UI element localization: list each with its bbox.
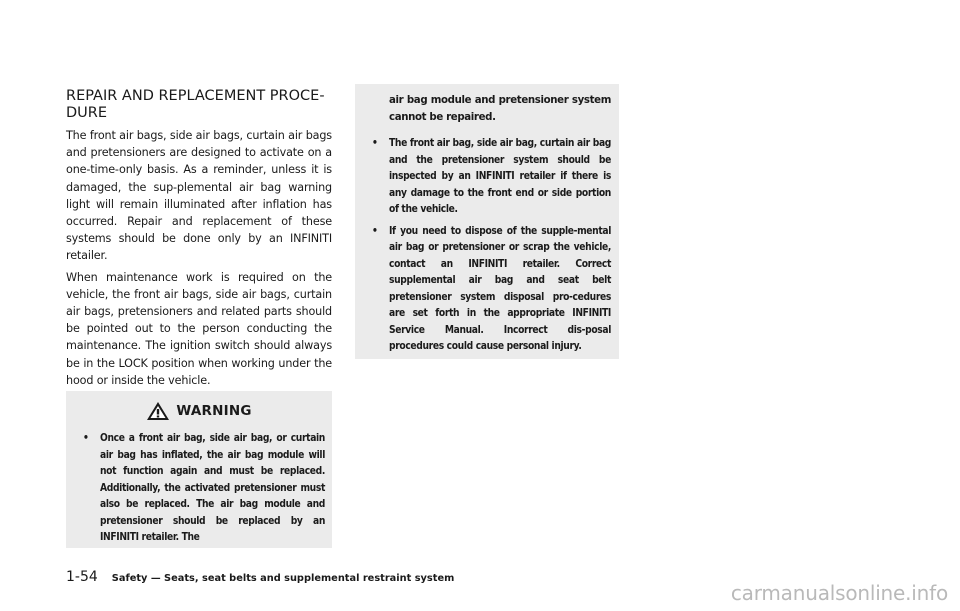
paragraph-2: When maintenance work is required on the vehicle, the front air bags, side air bags, curtain air bags, pretensioners and related parts should be pointed out to the person conducting the maintenance. The ignition switch should always be in the LOCK position when working under the hood or inside the vehicle. bbox=[66, 270, 332, 387]
warning-item-3 bbox=[369, 224, 611, 356]
page-footer bbox=[66, 569, 454, 585]
warning-item-3-text: If you need to dispose of the supple-mental air bag or pretensioner or scrap the vehicle, contact an INFINITI retailer. Correct supplemental air bag and seat belt pretensioner system disposal pro-cedures are set forth in the appropriate INFINITI Service Manual. Incorrect dis-posal procedures could cause personal injury. bbox=[389, 225, 611, 352]
warning-list bbox=[80, 431, 325, 547]
warning-box-continued bbox=[355, 84, 619, 359]
bullet: • bbox=[372, 225, 378, 237]
warning-item-1 bbox=[80, 431, 325, 547]
page-number: 1-54 bbox=[66, 569, 98, 585]
warning-item-2-text: The front air bag, side air bag, curtain air bag and the pretensioner system should be inspected by an INFINITI retailer if there is any damage to the front end or side portion of the vehicle. bbox=[389, 138, 611, 215]
paragraph-1: The front air bags, side air bags, curtain air bags and pretensioners are designed to activate on a one-time-only basis. As a reminder, unless it is damaged, the sup-plemental air bag warning light will remain illuminated after inflation has occurred. Repair and replacement of these systems should be done only by an INFINITI retailer. bbox=[66, 129, 332, 263]
warning-title: WARNING bbox=[176, 403, 252, 419]
section-heading: REPAIR AND REPLACEMENT PROCE-DURE bbox=[66, 88, 325, 121]
warning-item-1-text: Once a front air bag, side air bag, or curtain air bag has inflated, the air bag module will not function again and must be replaced. Additionally, the activated pretensioner must also be replaced. The air bag module and pretensioner should be replaced by an INFINITI retailer. The bbox=[100, 433, 325, 543]
warning-header bbox=[66, 401, 332, 421]
warning-item-1-continued: air bag module and pretensioner system cannot be repaired. bbox=[389, 95, 611, 123]
bullet: • bbox=[83, 433, 89, 444]
left-column bbox=[66, 88, 332, 393]
warning-item-2 bbox=[369, 136, 611, 219]
warning-box bbox=[66, 391, 332, 548]
footer-title: Safety — Seats, seat belts and supplemental restraint system bbox=[111, 573, 455, 584]
warning-triangle-icon bbox=[146, 401, 170, 421]
watermark: carmanualsonline.info bbox=[730, 581, 948, 605]
warning-list-continued bbox=[369, 136, 611, 361]
bullet: • bbox=[372, 138, 378, 149]
